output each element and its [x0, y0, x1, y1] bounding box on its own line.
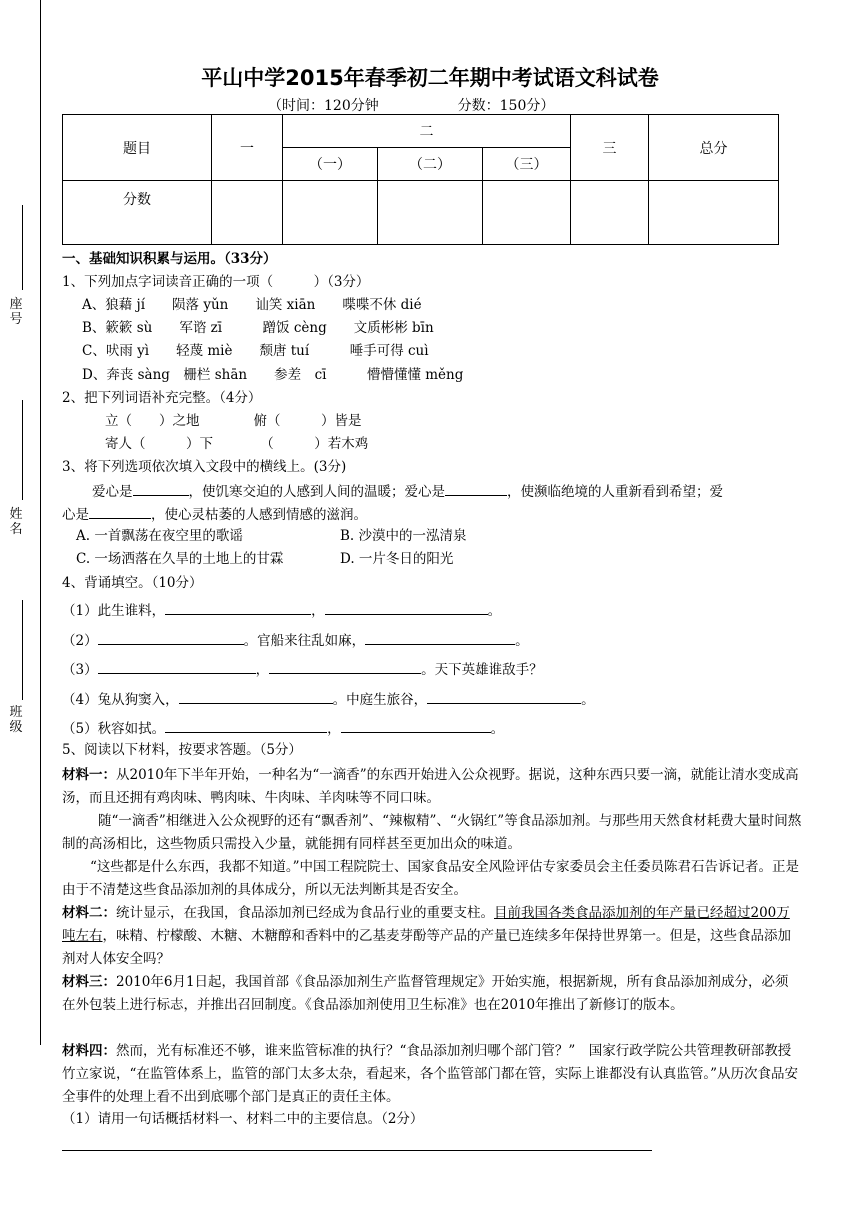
material-4	[62, 1040, 802, 1109]
score-cell-two-1[interactable]	[283, 181, 378, 245]
q3-option-a: A. 一首飘荡在夜空里的歌谣	[76, 528, 243, 544]
header-part-two-sub3: （三）	[483, 148, 571, 181]
row-score-label: 分数	[63, 181, 212, 245]
score-table	[62, 114, 779, 245]
q1-option-c: C、吠雨 yì 轻蔑 miè 颓唐 tuí 唾手可得 cuì	[82, 343, 429, 359]
score-cell-three[interactable]	[571, 181, 649, 245]
q2-row2: 寄人（ ）下 （ ）若木鸡	[105, 436, 369, 452]
header-part-two-sub2: （二）	[378, 148, 483, 181]
score-cell-two-3[interactable]	[483, 181, 571, 245]
q4-text: 。官船来往乱如麻，	[243, 633, 366, 649]
material-3	[62, 971, 802, 1017]
q4-text: 。	[581, 692, 595, 708]
class-label: 班级	[9, 705, 23, 735]
binding-line	[40, 0, 41, 1045]
q3-blank-1[interactable]	[133, 481, 189, 496]
material-4-text: 然而，光有标准还不够，谁来监管标准的执行？“食品添加剂归哪个部门管？” 国家行政学院公共管理教研部教授竹立家说，“在监管体系上，监管的部门太多太杂，看起来，各个监管部门都在管，实际上谁都没有认真监管。”从历次食品安全事件的处理上看不出到底哪个部门是真正的责任主体。	[62, 1043, 799, 1105]
q4-3-blank-2[interactable]	[269, 659, 421, 674]
q1-option-b: B、簌簌 sù 军谘 zī 蹭饭 cèng 文质彬彬 bīn	[82, 320, 434, 336]
header-part-one: 一	[212, 115, 283, 181]
q4-text: ，	[255, 662, 270, 678]
class-blank[interactable]	[22, 600, 23, 700]
q4-3-blank-1[interactable]	[98, 659, 256, 674]
material-3-label: 材料三：	[62, 974, 116, 990]
exam-title: 平山中学2015年春季初二年期中考试语文科试卷	[201, 66, 659, 90]
q4-item-5	[62, 718, 504, 738]
header-part-two-sub1: （一）	[283, 148, 378, 181]
q3-text: ，使心灵枯萎的人感到情感的滋润。	[151, 507, 367, 523]
q4-5-blank-1[interactable]	[165, 718, 327, 733]
q4-text: （5）秋容如拭。	[62, 721, 166, 737]
q4-item-1	[62, 600, 501, 620]
q3-text: 心是	[62, 507, 89, 523]
time-info: （时间：120分钟	[268, 98, 379, 114]
q3-text: 爱心是	[92, 484, 133, 500]
material-4-label: 材料四：	[62, 1043, 116, 1059]
q4-text: ，	[327, 721, 341, 737]
q4-text: （1）此生谁料，	[62, 603, 166, 619]
section1-heading: 一、基础知识积累与运用。（33分）	[62, 251, 277, 267]
q4-item-4	[62, 689, 595, 709]
q3-stem: 3、将下列选项依次填入文段中的横线上。(3分)	[62, 459, 347, 475]
seat-label: 座号	[9, 297, 23, 327]
q5-sub1: （1）请用一句话概括材料一、材料二中的主要信息。（2分）	[62, 1111, 424, 1127]
score-cell-one[interactable]	[212, 181, 283, 245]
q4-4-blank-2[interactable]	[427, 689, 581, 704]
header-topic: 题目	[63, 115, 212, 181]
q4-text: （4）兔从狗窦入，	[62, 692, 179, 708]
q2-row1: 立（ ）之地 俯（ ）皆是	[105, 413, 362, 429]
q1-option-a: A、狼藉 jí 陨落 yǔn 讪笑 xiān 喋喋不休 dié	[82, 297, 422, 313]
q1-stem: 1、下列加点字词读音正确的一项（ ）（3分）	[62, 274, 370, 290]
q4-1-blank-2[interactable]	[325, 600, 488, 615]
q4-2-blank-2[interactable]	[365, 630, 515, 645]
q3-option-d: D. 一片冬日的阳光	[340, 551, 454, 567]
q3-passage-line2	[62, 504, 367, 524]
material-1-p2: 随“一滴香”相继进入公众视野的还有“飘香剂”、“辣椒精”、“火锅红”等食品添加剂。与那些用天然食材耗费大量时间熬制的高汤相比，这些物质只需投入少量，就能拥有同样甚至更加出众的味道。	[62, 813, 802, 852]
exam-subtitle	[268, 95, 554, 115]
q4-2-blank-1[interactable]	[98, 630, 244, 645]
score-info: 分数：150分）	[457, 98, 555, 114]
score-cell-two-2[interactable]	[378, 181, 483, 245]
q4-stem: 4、背诵填空。（10分）	[62, 575, 203, 591]
q3-passage-line1	[92, 481, 723, 501]
q1-option-d: D、奔丧 sàng 栅栏 shān 参差 cī 懵懵懂懂 měng	[82, 367, 464, 383]
material-2-label: 材料二：	[62, 905, 116, 921]
score-cell-total[interactable]	[649, 181, 779, 245]
q3-option-b: B. 沙漠中的一泓清泉	[340, 528, 467, 544]
q4-item-3	[62, 659, 543, 679]
header-part-three: 三	[571, 115, 649, 181]
q4-5-blank-2[interactable]	[341, 718, 491, 733]
material-3-text: 2010年6月1日起，我国首部《食品添加剂生产监督管理规定》开始实施，根据新规，所有食品添加剂成分，必须在外包装上进行标志，并推出召回制度。《食品添加剂使用卫生标准》也在2010年推出了新修订的版本。	[62, 974, 789, 1013]
q4-text: 。	[487, 603, 502, 619]
q2-stem: 2、把下列词语补充完整。（4分）	[62, 390, 262, 406]
q4-4-blank-1[interactable]	[179, 689, 333, 704]
q4-item-2	[62, 630, 529, 650]
q3-blank-2[interactable]	[445, 481, 507, 496]
header-total: 总分	[649, 115, 779, 181]
q3-text: ，使饥寒交迫的人感到人间的温暖；爱心是	[188, 484, 445, 500]
material-1-p1	[62, 764, 802, 810]
name-label: 姓名	[9, 507, 23, 537]
q5-stem: 5、阅读以下材料，按要求答题。（5分）	[62, 742, 302, 758]
material-2-text: ，味精、柠檬酸、木糖、木糖醇和香料中的乙基麦芽酚等产品的产量已连续多年保持世界第一。但是，这些食品添加剂对人体安全吗？	[62, 928, 791, 967]
q4-text: 。中庭生旅谷，	[332, 692, 428, 708]
q3-text: ，使濒临绝境的人重新看到希望；爱	[507, 484, 723, 500]
material-1-label: 材料一：	[62, 767, 116, 783]
material-2-text: 统计显示，在我国，食品添加剂已经成为食品行业的重要支柱。	[116, 905, 494, 921]
seat-blank[interactable]	[22, 205, 23, 290]
q4-text: （2）	[62, 633, 98, 649]
q4-text: （3）	[62, 662, 98, 678]
material-2	[62, 902, 802, 971]
q4-1-blank-1[interactable]	[165, 600, 311, 615]
material-2-underlined: 目前我国各类食品添加剂的年产量已经超过200万吨左右	[62, 905, 790, 944]
q4-text: ，	[311, 603, 325, 619]
answer-line[interactable]	[62, 1150, 652, 1151]
header-part-two: 二	[283, 115, 571, 148]
q3-blank-3[interactable]	[89, 504, 151, 519]
q3-option-c: C. 一场洒落在久旱的土地上的甘霖	[76, 551, 284, 567]
q4-text: 。天下英雄谁敌手？	[421, 662, 543, 678]
q4-text: 。	[490, 721, 505, 737]
material-1-p3: “这些都是什么东西，我都不知道。”中国工程院院士、国家食品安全风险评估专家委员会主任委员陈君石告诉记者。正是由于不清楚这些食品添加剂的具体成分，所以无法判断其是否安全。	[62, 859, 800, 898]
q4-text: 。	[515, 633, 529, 649]
material-1-text: 从2010年下半年开始，一种名为“一滴香”的东西开始进入公众视野。据说，这种东西只要一滴，就能让清水变成高汤，而且还拥有鸡肉味、鸭肉味、牛肉味、羊肉味等不同口味。	[62, 767, 799, 806]
name-blank[interactable]	[22, 400, 23, 500]
